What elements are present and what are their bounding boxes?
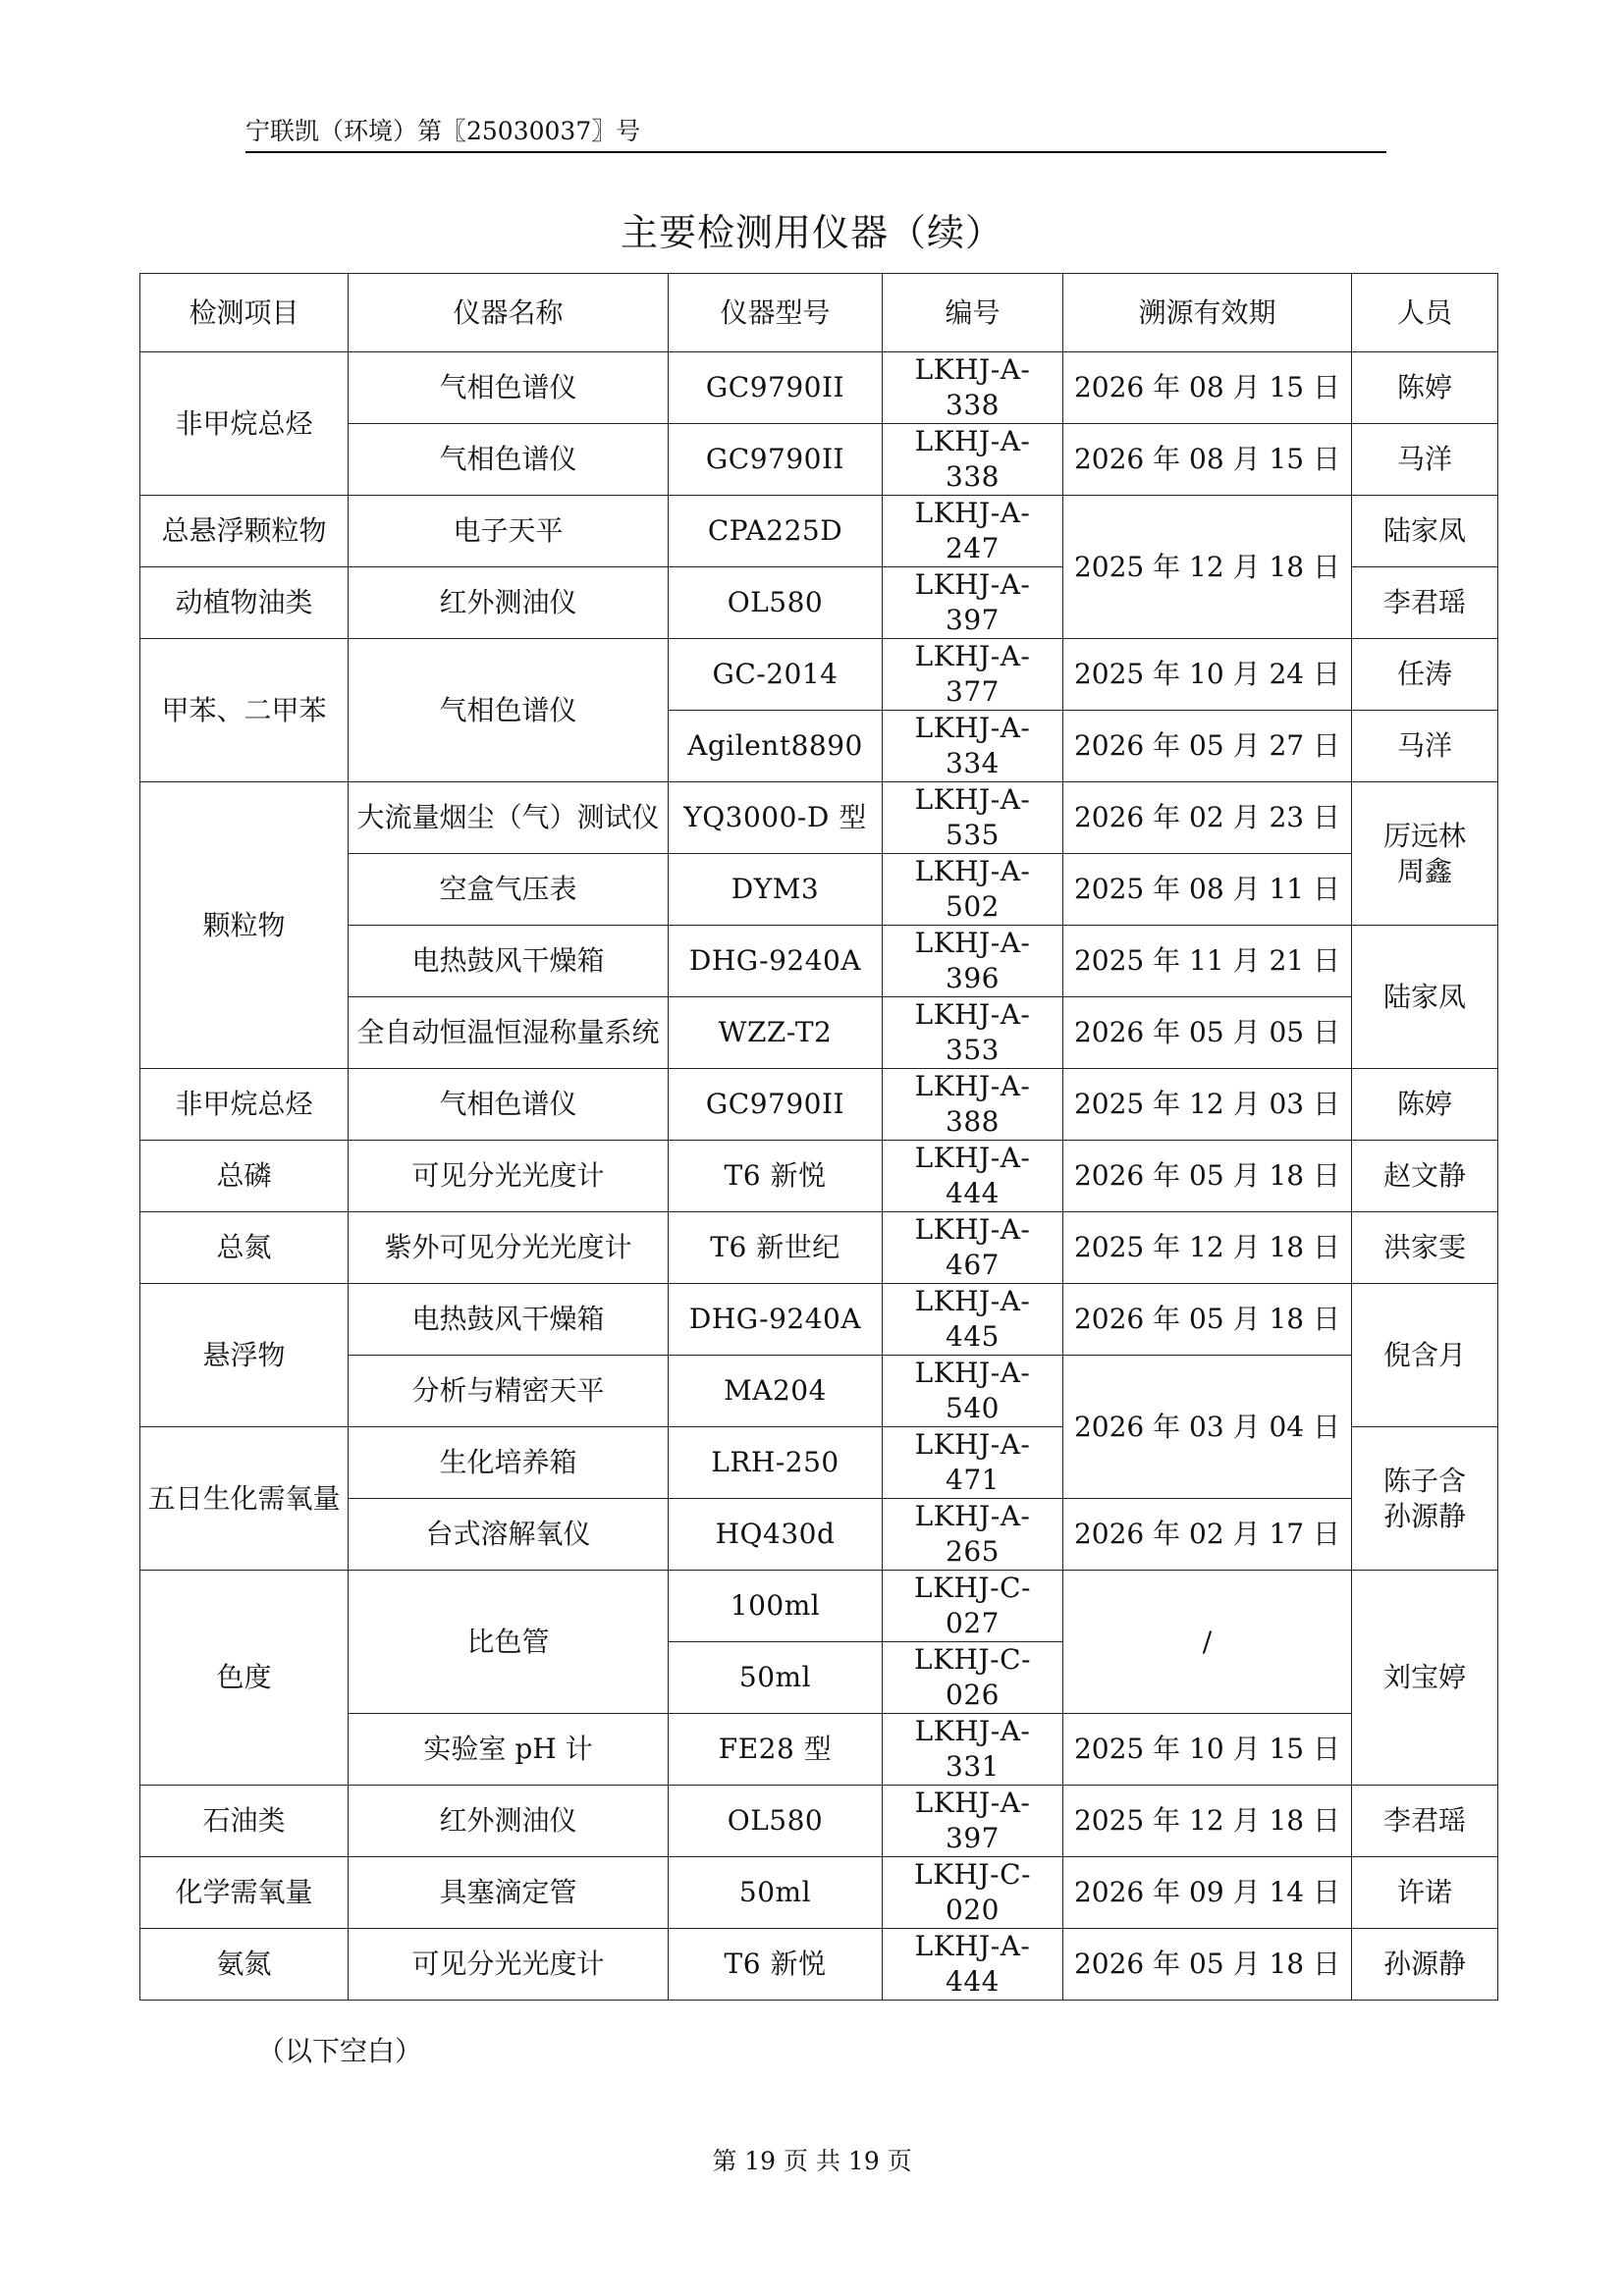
table-row	[140, 1141, 1498, 1212]
cell-person: 倪含月	[1352, 1284, 1498, 1427]
cell-model: MA204	[669, 1356, 883, 1427]
cell-expiry: 2026 年 05 月 18 日	[1063, 1141, 1352, 1212]
cell-model: GC-2014	[669, 639, 883, 711]
cell-name: 大流量烟尘（气）测试仪	[349, 782, 669, 854]
cell-code: LKHJ-C-020	[883, 1857, 1063, 1929]
cell-person: 洪家雯	[1352, 1212, 1498, 1284]
cell-name: 空盒气压表	[349, 854, 669, 926]
cell-expiry: 2025 年 11 月 21 日	[1063, 926, 1352, 997]
cell-model: GC9790II	[669, 424, 883, 496]
cell-item: 氨氮	[140, 1929, 349, 2001]
cell-model: 100ml	[669, 1571, 883, 1642]
cell-name: 气相色谱仪	[349, 352, 669, 424]
cell-person: 厉远林 周鑫	[1352, 782, 1498, 926]
cell-code: LKHJ-A-338	[883, 424, 1063, 496]
cell-expiry: 2026 年 05 月 18 日	[1063, 1929, 1352, 2001]
cell-name: 生化培养箱	[349, 1427, 669, 1499]
cell-name: 台式溶解氧仪	[349, 1499, 669, 1571]
cell-expiry: 2026 年 03 月 04 日	[1063, 1356, 1352, 1499]
cell-model: DHG-9240A	[669, 926, 883, 997]
col-header-name: 仪器名称	[349, 274, 669, 352]
cell-name: 电热鼓风干燥箱	[349, 926, 669, 997]
cell-person: 陆家凤	[1352, 926, 1498, 1069]
cell-person: 陈子含 孙源静	[1352, 1427, 1498, 1571]
col-header-item: 检测项目	[140, 274, 349, 352]
cell-code: LKHJ-A-334	[883, 711, 1063, 782]
cell-code: LKHJ-C-027	[883, 1571, 1063, 1642]
cell-model: 50ml	[669, 1857, 883, 1929]
table-row	[140, 1284, 1498, 1356]
cell-code: LKHJ-A-397	[883, 567, 1063, 639]
cell-expiry: 2026 年 05 月 05 日	[1063, 997, 1352, 1069]
cell-model: GC9790II	[669, 352, 883, 424]
cell-item: 石油类	[140, 1786, 349, 1857]
cell-code: LKHJ-A-535	[883, 782, 1063, 854]
cell-expiry: 2026 年 09 月 14 日	[1063, 1857, 1352, 1929]
table-row	[140, 639, 1498, 711]
col-header-code: 编号	[883, 274, 1063, 352]
cell-model: T6 新悦	[669, 1929, 883, 2001]
cell-name: 分析与精密天平	[349, 1356, 669, 1427]
table-row	[140, 352, 1498, 424]
cell-model: OL580	[669, 567, 883, 639]
cell-model: FE28 型	[669, 1714, 883, 1786]
cell-item: 颗粒物	[140, 782, 349, 1069]
blank-below-note: （以下空白）	[257, 2035, 423, 2067]
cell-person: 赵文静	[1352, 1141, 1498, 1212]
cell-item: 非甲烷总烃	[140, 1069, 349, 1141]
cell-name: 具塞滴定管	[349, 1857, 669, 1929]
cell-model: T6 新世纪	[669, 1212, 883, 1284]
cell-name: 电热鼓风干燥箱	[349, 1284, 669, 1356]
cell-person: 马洋	[1352, 711, 1498, 782]
cell-code: LKHJ-A-444	[883, 1141, 1063, 1212]
cell-expiry: 2025 年 12 月 18 日	[1063, 496, 1352, 639]
cell-code: LKHJ-A-331	[883, 1714, 1063, 1786]
cell-item: 总氮	[140, 1212, 349, 1284]
cell-person: 刘宝婷	[1352, 1571, 1498, 1786]
table-row	[140, 1571, 1498, 1642]
table-row	[140, 496, 1498, 567]
cell-name: 红外测油仪	[349, 1786, 669, 1857]
cell-expiry: 2026 年 02 月 17 日	[1063, 1499, 1352, 1571]
cell-model: DHG-9240A	[669, 1284, 883, 1356]
cell-model: T6 新悦	[669, 1141, 883, 1212]
cell-item: 非甲烷总烃	[140, 352, 349, 496]
cell-model: HQ430d	[669, 1499, 883, 1571]
table-row	[140, 1786, 1498, 1857]
cell-model: YQ3000-D 型	[669, 782, 883, 854]
cell-item: 悬浮物	[140, 1284, 349, 1427]
cell-code: LKHJ-A-265	[883, 1499, 1063, 1571]
table-row	[140, 782, 1498, 854]
cell-code: LKHJ-A-377	[883, 639, 1063, 711]
cell-name: 红外测油仪	[349, 567, 669, 639]
cell-name: 可见分光光度计	[349, 1929, 669, 2001]
cell-code: LKHJ-A-444	[883, 1929, 1063, 2001]
document-header: 宁联凯（环境）第〖25030037〗号	[245, 116, 1386, 153]
cell-code: LKHJ-A-445	[883, 1284, 1063, 1356]
cell-person: 李君瑶	[1352, 1786, 1498, 1857]
cell-code: LKHJ-A-338	[883, 352, 1063, 424]
table-row	[140, 1857, 1498, 1929]
cell-model: DYM3	[669, 854, 883, 926]
cell-model: GC9790II	[669, 1069, 883, 1141]
cell-code: LKHJ-A-353	[883, 997, 1063, 1069]
cell-name: 全自动恒温恒湿称量系统	[349, 997, 669, 1069]
table-header-row	[140, 274, 1498, 352]
cell-model: 50ml	[669, 1642, 883, 1714]
cell-person: 陈婷	[1352, 1069, 1498, 1141]
col-header-person: 人员	[1352, 274, 1498, 352]
cell-name: 比色管	[349, 1571, 669, 1714]
instrument-table	[139, 273, 1498, 2001]
cell-item: 色度	[140, 1571, 349, 1786]
cell-person: 李君瑶	[1352, 567, 1498, 639]
cell-expiry: 2026 年 05 月 18 日	[1063, 1284, 1352, 1356]
cell-code: LKHJ-A-467	[883, 1212, 1063, 1284]
table-row	[140, 1929, 1498, 2001]
cell-person: 陆家凤	[1352, 496, 1498, 567]
cell-code: LKHJ-A-396	[883, 926, 1063, 997]
cell-code: LKHJ-A-502	[883, 854, 1063, 926]
cell-expiry: 2026 年 05 月 27 日	[1063, 711, 1352, 782]
cell-expiry: 2025 年 10 月 15 日	[1063, 1714, 1352, 1786]
cell-item: 化学需氧量	[140, 1857, 349, 1929]
cell-code: LKHJ-A-388	[883, 1069, 1063, 1141]
cell-name: 气相色谱仪	[349, 1069, 669, 1141]
cell-model: LRH-250	[669, 1427, 883, 1499]
cell-person: 许诺	[1352, 1857, 1498, 1929]
cell-expiry: /	[1063, 1571, 1352, 1714]
cell-code: LKHJ-A-397	[883, 1786, 1063, 1857]
cell-name: 气相色谱仪	[349, 424, 669, 496]
cell-expiry: 2026 年 08 月 15 日	[1063, 424, 1352, 496]
cell-code: LKHJ-C-026	[883, 1642, 1063, 1714]
cell-expiry: 2025 年 12 月 18 日	[1063, 1786, 1352, 1857]
cell-item: 总磷	[140, 1141, 349, 1212]
page-number: 第 19 页 共 19 页	[712, 2147, 912, 2175]
cell-person: 任涛	[1352, 639, 1498, 711]
cell-person: 孙源静	[1352, 1929, 1498, 2001]
cell-expiry: 2025 年 12 月 03 日	[1063, 1069, 1352, 1141]
cell-name: 可见分光光度计	[349, 1141, 669, 1212]
cell-item: 甲苯、二甲苯	[140, 639, 349, 782]
col-header-model: 仪器型号	[669, 274, 883, 352]
cell-item: 五日生化需氧量	[140, 1427, 349, 1571]
col-header-expiry: 溯源有效期	[1063, 274, 1352, 352]
cell-model: OL580	[669, 1786, 883, 1857]
cell-name: 电子天平	[349, 496, 669, 567]
cell-code: LKHJ-A-247	[883, 496, 1063, 567]
cell-expiry: 2026 年 02 月 23 日	[1063, 782, 1352, 854]
cell-model: WZZ-T2	[669, 997, 883, 1069]
cell-item: 动植物油类	[140, 567, 349, 639]
cell-expiry: 2025 年 08 月 11 日	[1063, 854, 1352, 926]
cell-expiry: 2025 年 12 月 18 日	[1063, 1212, 1352, 1284]
table-row	[140, 1069, 1498, 1141]
cell-person: 陈婷	[1352, 352, 1498, 424]
cell-expiry: 2026 年 08 月 15 日	[1063, 352, 1352, 424]
cell-item: 总悬浮颗粒物	[140, 496, 349, 567]
cell-code: LKHJ-A-540	[883, 1356, 1063, 1427]
cell-name: 实验室 pH 计	[349, 1714, 669, 1786]
cell-name: 紫外可见分光光度计	[349, 1212, 669, 1284]
cell-expiry: 2025 年 10 月 24 日	[1063, 639, 1352, 711]
cell-person: 马洋	[1352, 424, 1498, 496]
cell-model: Agilent8890	[669, 711, 883, 782]
table-row	[140, 1212, 1498, 1284]
cell-model: CPA225D	[669, 496, 883, 567]
cell-name: 气相色谱仪	[349, 639, 669, 782]
page-title: 主要检测用仪器（续）	[620, 211, 1003, 254]
cell-code: LKHJ-A-471	[883, 1427, 1063, 1499]
